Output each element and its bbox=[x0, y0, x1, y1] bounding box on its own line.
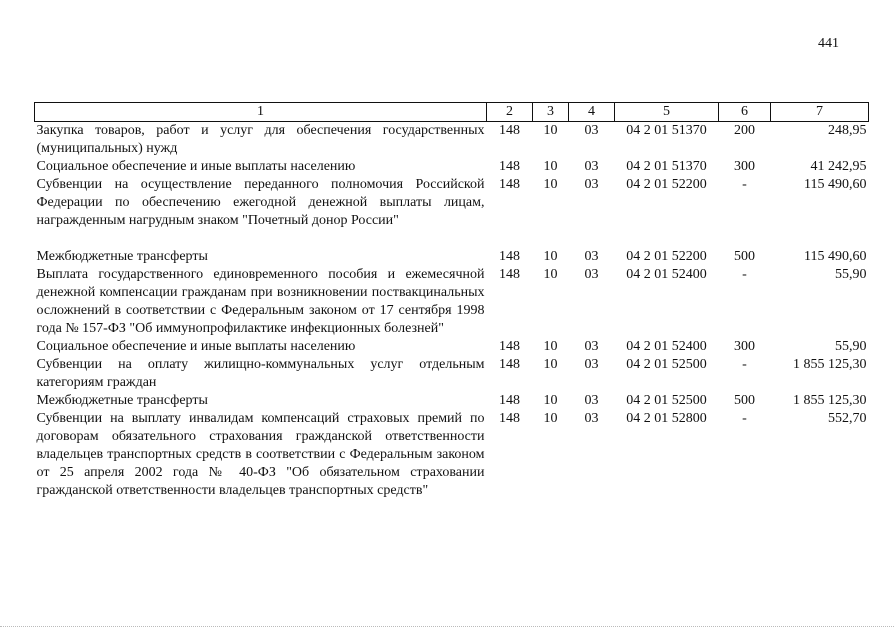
table-row bbox=[35, 266, 869, 338]
row-name: Межбюджетные трансферты bbox=[36, 249, 208, 264]
table-row bbox=[35, 392, 869, 410]
row-section: 10 bbox=[543, 267, 558, 282]
row-admin-code: 148 bbox=[499, 177, 520, 192]
row-name: Субвенции на оплату жилищно-коммунальных услуг отдельным категориям граждан bbox=[36, 357, 485, 390]
row-admin-code: 148 bbox=[499, 339, 520, 354]
row-name: Межбюджетные трансферты bbox=[36, 393, 208, 408]
row-section: 10 bbox=[543, 393, 558, 408]
row-target-item: 04 2 01 52400 bbox=[626, 267, 707, 282]
row-section: 10 bbox=[543, 249, 558, 264]
row-admin-code: 148 bbox=[499, 159, 520, 174]
row-target-item: 04 2 01 51370 bbox=[626, 123, 707, 138]
col-header-3: 3 bbox=[533, 103, 569, 122]
row-subsection: 03 bbox=[584, 267, 599, 282]
row-target-item: 04 2 01 52400 bbox=[626, 339, 707, 354]
row-spacer bbox=[35, 230, 869, 248]
row-amount: 41 242,95 bbox=[810, 159, 867, 174]
row-amount: 552,70 bbox=[828, 411, 867, 426]
table-row bbox=[35, 248, 869, 266]
row-expense-type: - bbox=[742, 267, 747, 282]
row-target-item: 04 2 01 52200 bbox=[626, 177, 707, 192]
row-admin-code: 148 bbox=[499, 393, 520, 408]
header-row bbox=[35, 103, 869, 122]
row-section: 10 bbox=[543, 339, 558, 354]
col-header-1: 1 bbox=[35, 103, 487, 122]
row-subsection: 03 bbox=[584, 357, 599, 372]
table-row bbox=[35, 338, 869, 356]
table-row bbox=[35, 122, 869, 159]
row-amount: 248,95 bbox=[828, 123, 867, 138]
row-section: 10 bbox=[543, 123, 558, 138]
row-target-item: 04 2 01 52800 bbox=[626, 411, 707, 426]
row-name: Социальное обеспечение и иные выплаты населению bbox=[36, 339, 356, 354]
col-header-2: 2 bbox=[487, 103, 533, 122]
col-header-7: 7 bbox=[771, 103, 869, 122]
row-expense-type: 200 bbox=[734, 123, 755, 138]
row-amount: 1 855 125,30 bbox=[793, 357, 867, 372]
row-subsection: 03 bbox=[584, 159, 599, 174]
row-name: Выплата государственного единовременного пособия и ежемесячной денежной компенсации гражданам при возникновении поствакцинальных осложнений в соответствии с Федеральным законом от 17 сентября 1998 года № 157-ФЗ "Об иммунопрофилактике инфекционных болезней" bbox=[36, 267, 485, 336]
table-row bbox=[35, 356, 869, 392]
row-amount: 115 490,60 bbox=[804, 177, 867, 192]
row-section: 10 bbox=[543, 357, 558, 372]
row-target-item: 04 2 01 52500 bbox=[626, 357, 707, 372]
row-target-item: 04 2 01 51370 bbox=[626, 159, 707, 174]
row-admin-code: 148 bbox=[499, 249, 520, 264]
row-expense-type: 500 bbox=[734, 393, 755, 408]
row-section: 10 bbox=[543, 159, 558, 174]
row-section: 10 bbox=[543, 177, 558, 192]
table-row bbox=[35, 158, 869, 176]
row-target-item: 04 2 01 52200 bbox=[626, 249, 707, 264]
row-subsection: 03 bbox=[584, 339, 599, 354]
row-name: Субвенции на выплату инвалидам компенсаций страховых премий по договорам обязательного страхования гражданской ответственности владельцев транспортных средств в соответствии с Федеральным законом от 25 апреля 2002 года № 40-ФЗ "Об обязательном страховании гражданской ответственности владельцев транспортных средств" bbox=[36, 411, 485, 498]
col-header-5: 5 bbox=[615, 103, 719, 122]
row-amount: 1 855 125,30 bbox=[793, 393, 867, 408]
table-row bbox=[35, 176, 869, 230]
row-expense-type: 500 bbox=[734, 249, 755, 264]
row-subsection: 03 bbox=[584, 123, 599, 138]
col-header-6: 6 bbox=[719, 103, 771, 122]
row-amount: 55,90 bbox=[835, 339, 867, 354]
row-subsection: 03 bbox=[584, 411, 599, 426]
page-bottom-rule bbox=[0, 626, 894, 627]
row-amount: 115 490,60 bbox=[804, 249, 867, 264]
row-admin-code: 148 bbox=[499, 267, 520, 282]
row-admin-code: 148 bbox=[499, 411, 520, 426]
page-number: 441 bbox=[818, 36, 839, 51]
row-expense-type: - bbox=[742, 357, 747, 372]
row-expense-type: - bbox=[742, 411, 747, 426]
row-admin-code: 148 bbox=[499, 123, 520, 138]
row-subsection: 03 bbox=[584, 249, 599, 264]
row-name: Закупка товаров, работ и услуг для обеспечения государственных (муниципальных) нужд bbox=[36, 123, 485, 156]
row-name: Социальное обеспечение и иные выплаты населению bbox=[36, 159, 356, 174]
col-header-4: 4 bbox=[569, 103, 615, 122]
row-amount: 55,90 bbox=[835, 267, 867, 282]
row-expense-type: - bbox=[742, 177, 747, 192]
row-target-item: 04 2 01 52500 bbox=[626, 393, 707, 408]
row-name: Субвенции на осуществление переданного полномочия Российской Федерации по обеспечению ежегодной денежной выплаты лицам, награжденным нагрудным знаком "Почетный донор России" bbox=[36, 177, 485, 228]
row-subsection: 03 bbox=[584, 177, 599, 192]
row-expense-type: 300 bbox=[734, 339, 755, 354]
row-subsection: 03 bbox=[584, 393, 599, 408]
table-row bbox=[35, 410, 869, 500]
budget-table bbox=[34, 102, 869, 500]
row-section: 10 bbox=[543, 411, 558, 426]
row-expense-type: 300 bbox=[734, 159, 755, 174]
row-admin-code: 148 bbox=[499, 357, 520, 372]
